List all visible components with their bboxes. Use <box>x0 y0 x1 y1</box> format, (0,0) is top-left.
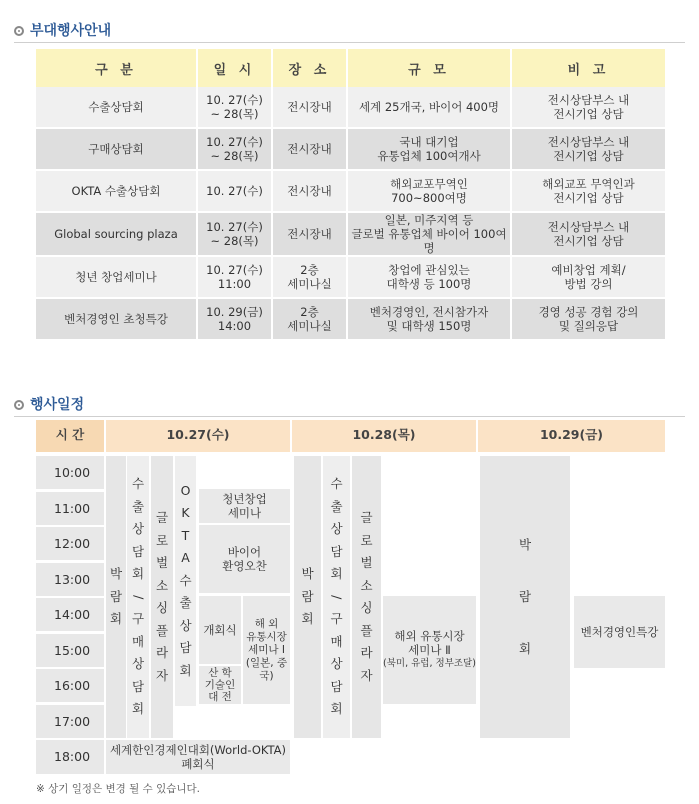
d1-fair-label: 박 람 회 <box>109 566 123 627</box>
cell-scale: 일본, 미주지역 등 글로벌 유통업체 바이어 100여명 <box>348 213 512 257</box>
d1-export-buy-label: 수 출 상 담 회 / 구 매 상 담 회 <box>131 476 147 717</box>
day-header-3: 10.29(금) <box>478 420 665 452</box>
d2-export-buy-label: 수 출 상 담 회 / 구 매 상 담 회 <box>329 476 345 717</box>
cell-date: 10. 27(수) ~ 28(목) <box>198 129 273 171</box>
events-table <box>36 49 665 341</box>
cell-note: 예비창업 계획/ 방법 강의 <box>512 257 665 299</box>
time-slot: 12:00 <box>36 527 104 560</box>
cell-category: 청년 창업세미나 <box>36 257 198 299</box>
cell-scale: 벤처경영인, 전시참가자 및 대학생 150명 <box>348 299 512 341</box>
cell-place: 전시장내 <box>273 213 348 257</box>
time-slot: 13:00 <box>36 563 104 596</box>
section-title-text: 행사일정 <box>30 397 85 413</box>
d1-seminar-1: 해 외 유통시장 세미나 Ⅰ (일본, 중국) <box>243 596 290 704</box>
circle-bullet-icon <box>14 26 24 36</box>
d1-global-label: 글 로 벌 소 싱 플 라 자 <box>155 510 169 683</box>
d1-closing: 세계한인경제인대회(World-OKTA) 폐회식 <box>106 740 290 774</box>
day-header-1: 10.27(수) <box>106 420 290 452</box>
d2-export-buy-bar <box>323 456 350 738</box>
table-row <box>36 87 665 129</box>
cell-date: 10. 29(금) 14:00 <box>198 299 273 341</box>
header-scale: 규 모 <box>348 49 512 87</box>
cell-category: OKTA 수출상담회 <box>36 171 198 213</box>
header-date: 일 시 <box>198 49 273 87</box>
d2-seminar-2-title: 해외 유통시장 세미나 Ⅱ <box>394 629 465 657</box>
time-slot: 10:00 <box>36 456 104 489</box>
cell-scale: 해외교포무역인 700~800여명 <box>348 171 512 213</box>
d2-fair-label: 박 람 회 <box>301 566 314 627</box>
d3-fair-bar <box>480 456 570 738</box>
table-row <box>36 213 665 257</box>
d1-fair-bar <box>106 456 126 738</box>
time-slot: 18:00 <box>36 740 104 774</box>
cell-place: 2층 세미나실 <box>273 257 348 299</box>
d3-fair-label: 박 람 회 <box>518 537 532 656</box>
cell-place: 2층 세미나실 <box>273 299 348 341</box>
section-title-schedule <box>14 394 84 414</box>
table-row <box>36 299 665 341</box>
time-slot: 17:00 <box>36 705 104 738</box>
cell-place: 전시장내 <box>273 171 348 213</box>
cell-scale: 창업에 관심있는 대학생 등 100명 <box>348 257 512 299</box>
cell-category: 수출상담회 <box>36 87 198 129</box>
cell-scale: 국내 대기업 유통업체 100여개사 <box>348 129 512 171</box>
cell-category: 구매상담회 <box>36 129 198 171</box>
time-slot: 11:00 <box>36 492 104 525</box>
divider <box>14 416 685 417</box>
d1-okta-label: O K T A 수 출 상 담 회 <box>179 482 192 678</box>
cell-note: 해외교포 무역인과 전시기업 상담 <box>512 171 665 213</box>
cell-note: 전시상담부스 내 전시기업 상담 <box>512 213 665 257</box>
divider <box>14 42 685 43</box>
circle-bullet-icon <box>14 400 24 410</box>
time-slot: 16:00 <box>36 669 104 702</box>
cell-place: 전시장내 <box>273 129 348 171</box>
d2-global-bar <box>352 456 381 738</box>
table-row <box>36 171 665 213</box>
cell-date: 10. 27(수) 11:00 <box>198 257 273 299</box>
cell-date: 10. 27(수) ~ 28(목) <box>198 213 273 257</box>
cell-category: Global sourcing plaza <box>36 213 198 257</box>
d1-industry-fair: 산 학 기술인 대 전 <box>199 666 241 704</box>
section-title-text: 부대행사안내 <box>30 23 112 39</box>
cell-category: 벤처경영인 초청특강 <box>36 299 198 341</box>
d2-seminar-2 <box>383 596 476 704</box>
table-row <box>36 257 665 299</box>
cell-note: 경영 성공 경험 강의 및 질의응답 <box>512 299 665 341</box>
cell-note: 전시상담부스 내 전시기업 상담 <box>512 129 665 171</box>
d2-global-label: 글 로 벌 소 싱 플 라 자 <box>360 510 373 683</box>
day-header-2: 10.28(목) <box>292 420 476 452</box>
time-slot: 14:00 <box>36 598 104 631</box>
cell-note: 전시상담부스 내 전시기업 상담 <box>512 87 665 129</box>
schedule-note: ※ 상기 일정은 변경 될 수 있습니다. <box>36 783 201 795</box>
cell-place: 전시장내 <box>273 87 348 129</box>
d1-youth-seminar: 청년창업 세미나 <box>199 489 290 523</box>
d1-buyer-lunch: 바이어 환영오찬 <box>199 525 290 593</box>
cell-date: 10. 27(수) ~ 28(목) <box>198 87 273 129</box>
section-title-events <box>14 20 111 40</box>
header-note: 비 고 <box>512 49 665 87</box>
d1-opening: 개회식 <box>199 596 241 664</box>
header-place: 장 소 <box>273 49 348 87</box>
d1-global-bar <box>151 456 173 738</box>
table-row <box>36 129 665 171</box>
d2-seminar-2-sub: (북미, 유럽, 정부조달) <box>383 658 476 669</box>
d1-okta-bar <box>175 456 196 706</box>
table-header-row <box>36 49 665 87</box>
cell-date: 10. 27(수) <box>198 171 273 213</box>
header-category: 구 분 <box>36 49 198 87</box>
time-header: 시 간 <box>36 420 104 452</box>
d2-fair-bar <box>294 456 321 738</box>
cell-scale: 세계 25개국, 바이어 400명 <box>348 87 512 129</box>
d3-venture-lecture: 벤처경영인특강 <box>574 596 665 668</box>
d1-export-buy-bar <box>127 456 149 738</box>
time-slot: 15:00 <box>36 634 104 667</box>
